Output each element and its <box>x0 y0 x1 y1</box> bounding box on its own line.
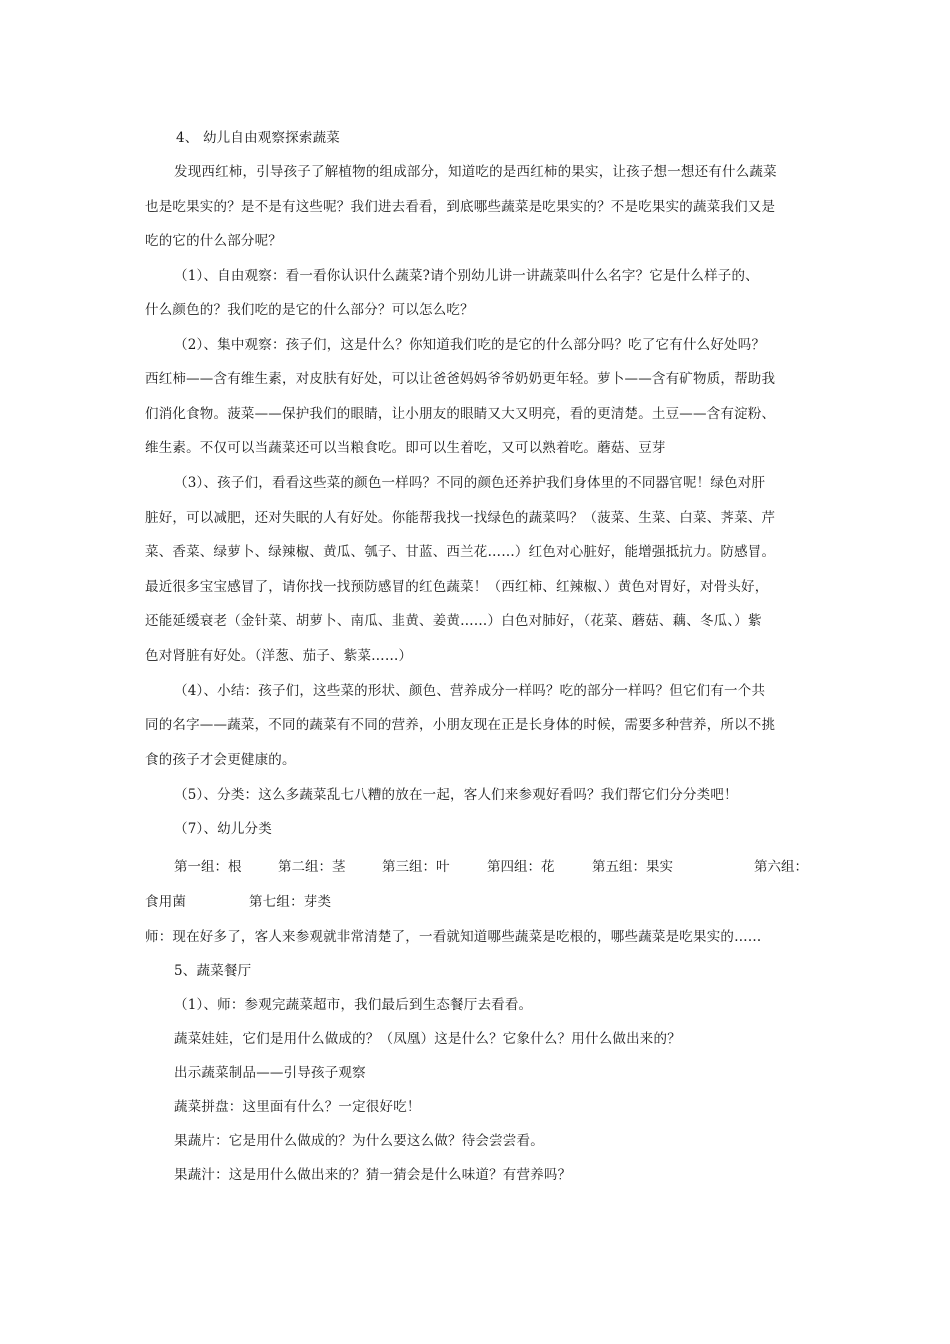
p1-line-2: 什么颜色的？我们吃的是它的什么部分？可以怎么吃？ <box>145 302 474 318</box>
p5-line: （5）、分类：这么多蔬菜乱七八糟的放在一起，客人们来参观好看吗？我们帮它们分分类吧！ <box>174 787 738 803</box>
p1-line-1: （1）、自由观察：看一看你认识什么蔬菜?请个别幼儿讲一讲蔬菜叫什么名字？它是什么样子的、 <box>174 268 759 284</box>
s5-line-6: 果蔬汁：这是用什么做出来的？猜一猜会是什么味道？有营养吗？ <box>174 1167 572 1183</box>
p2-line-4: 维生素。不仅可以当蔬菜还可以当粮食吃。即可以生着吃，又可以熟着吃。蘑菇、豆芽 <box>145 440 666 456</box>
p2-line-3: 们消化食物。菠菜——保护我们的眼睛，让小朋友的眼睛又大又明亮，看的更清楚。土豆——含有淀粉、 <box>145 406 776 422</box>
group-1: 第一组：根 <box>174 859 242 875</box>
group-6: 第六组： <box>754 859 808 875</box>
intro-line-2: 也是吃果实的？是不是有这些呢？我们进去看看，到底哪些蔬菜是吃果实的？不是吃果实的蔬菜我们又是 <box>145 199 776 215</box>
group-7: 第七组：芽类 <box>249 894 332 910</box>
s5-line-1: （1）、师：参观完蔬菜超市，我们最后到生态餐厅去看看。 <box>174 997 533 1013</box>
p3-line-5: 还能延缓衰老（金针菜、胡萝卜、南瓜、韭黄、姜黄……）白色对肺好，（花菜、蘑菇、藕、冬瓜、）紫 <box>145 613 762 629</box>
p3-line-4: 最近很多宝宝感冒了，请你找一找预防感冒的红色蔬菜！（西红柿、红辣椒、）黄色对胃好，对骨头好， <box>145 579 769 595</box>
group-row <box>174 858 814 876</box>
s5-line-4: 蔬菜拼盘：这里面有什么？一定很好吃！ <box>174 1099 421 1115</box>
s5-line-5: 果蔬片：它是用什么做成的？为什么要这么做？待会尝尝看。 <box>174 1133 544 1149</box>
group-6-continued: 食用菌 <box>145 894 187 910</box>
p3-line-1: （3）、孩子们，看看这些菜的颜色一样吗？不同的颜色还养护我们身体里的不同器官呢！绿色对肝 <box>174 475 766 491</box>
p3-line-6: 色对肾脏有好处。（洋葱、茄子、紫菜……） <box>145 648 413 664</box>
section4-heading: 4、 幼儿自由观察探索蔬菜 <box>176 130 340 146</box>
p4-line-3: 食的孩子才会更健康的。 <box>145 752 296 768</box>
group-2: 第二组：茎 <box>278 859 346 875</box>
p3-line-2: 脏好，可以减肥，还对失眠的人有好处。你能帮我找一找绿色的蔬菜吗？（菠菜、生菜、白菜、荠菜、芹 <box>145 510 776 526</box>
p2-line-1: （2）、集中观察：孩子们，这是什么？你知道我们吃的是它的什么部分吗？吃了它有什么好处吗？ <box>174 337 766 353</box>
section5-heading: 5、蔬菜餐厅 <box>174 963 252 979</box>
intro-line-3: 吃的它的什么部分呢？ <box>145 233 282 249</box>
p2-line-2: 西红柿——含有维生素，对皮肤有好处，可以让爸爸妈妈爷爷奶奶更年轻。萝卜——含有矿物质，帮助我 <box>145 371 776 387</box>
group-3: 第三组：叶 <box>382 859 450 875</box>
teacher-line: 师：现在好多了，客人来参观就非常清楚了，一看就知道哪些蔬菜是吃根的，哪些蔬菜是吃果实的…… <box>145 929 762 945</box>
s5-line-2: 蔬菜娃娃，它们是用什么做成的？（凤凰）这是什么？它象什么？用什么做出来的？ <box>174 1031 681 1047</box>
intro-line-1: 发现西红柿，引导孩子了解植物的组成部分，知道吃的是西红柿的果实，让孩子想一想还有什么蔬菜 <box>174 164 777 180</box>
p4-line-1: （4）、小结：孩子们，这些菜的形状、颜色、营养成分一样吗？吃的部分一样吗？但它们有一个共 <box>174 683 766 699</box>
s5-line-3: 出示蔬菜制品——引导孩子观察 <box>174 1065 366 1081</box>
p4-line-2: 同的名字——蔬菜，不同的蔬菜有不同的营养，小朋友现在正是长身体的时候，需要多种营养，所以不挑 <box>145 717 776 733</box>
p7-line: （7）、幼儿分类 <box>174 821 272 837</box>
p3-line-3: 菜、香菜、绿萝卜、绿辣椒、黄瓜、瓠子、甘蓝、西兰花……）红色对心脏好，能增强抵抗力。防感冒。 <box>145 544 776 560</box>
group-5: 第五组：果实 <box>592 859 673 875</box>
group-4: 第四组：花 <box>487 859 555 875</box>
